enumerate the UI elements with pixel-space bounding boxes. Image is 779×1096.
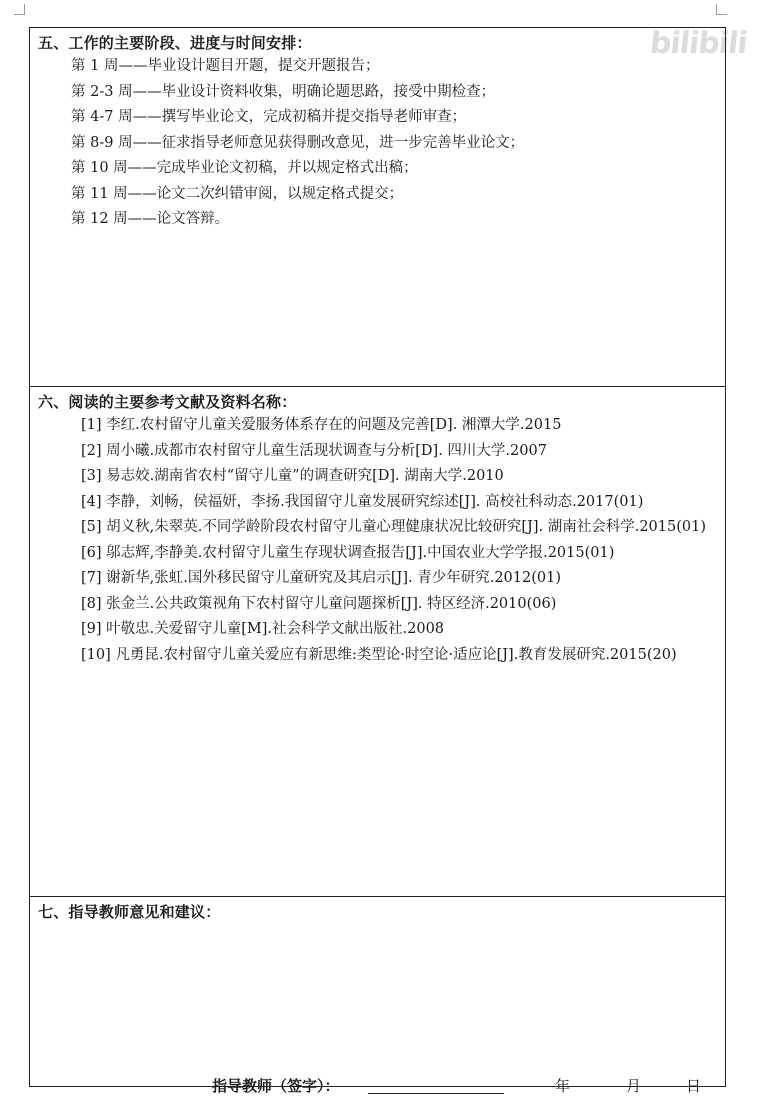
reference-item: [1] 李红.农村留守儿童关爱服务体系存在的问题及完善[D]. 湘潭大学.2015 [81, 417, 562, 433]
section-references [30, 387, 725, 897]
reference-item: [2] 周小曦.成都市农村留守儿童生活现状调查与分析[D]. 四川大学.2007 [81, 442, 547, 459]
signature-field[interactable] [368, 1093, 504, 1094]
reference-item: [5] 胡义秋,朱翠英.不同学龄阶段农村留守儿童心理健康状况比较研究[J]. 湖南社会科学.2015(01) [81, 519, 706, 535]
reference-item: [6] 邬志辉,李静美.农村留守儿童生存现状调查报告[J].中国农业大学学报.2015(01) [81, 544, 615, 561]
page-top-margin [0, 0, 779, 22]
section-advisor-opinion [30, 897, 725, 1095]
reference-item: [9] 叶敬忠.关爱留守儿童[M].社会科学文献出版社.2008 [81, 621, 445, 637]
schedule-item: 第 1 周——毕业设计题目开题，提交开题报告； [71, 58, 380, 74]
reference-item: [10] 凡勇昆.农村留守儿童关爱应有新思维:类型论·时空论·适应论[J].教育发展研究.2015(20) [81, 646, 677, 663]
date-year-label: 年 [555, 1077, 571, 1095]
section-heading: 七、指导教师意见和建议： [38, 903, 221, 921]
crop-mark-top-right [716, 4, 727, 15]
reference-item: [4] 李静，刘畅，侯福妍，李扬.我国留守儿童发展研究综述[J]. 高校社科动态.2017(01) [81, 493, 644, 510]
crop-mark-top-left [14, 4, 25, 15]
form-table [29, 27, 726, 1095]
schedule-item: 第 8-9 周——征求指导老师意见获得删改意见，进一步完善毕业论文； [71, 134, 525, 151]
date-month-label: 月 [626, 1077, 642, 1095]
schedule-item: 第 4-7 周——撰写毕业论文，完成初稿并提交指导老师审查； [71, 109, 467, 125]
reference-item: [7] 谢新华,张虹.国外移民留守儿童研究及其启示[J]. 青少年研究.2012(01) [81, 570, 561, 586]
schedule-item: 第 11 周——论文二次纠错审阅，以规定格式提交； [71, 185, 404, 202]
signature-label: 指导教师（签字）： [212, 1077, 340, 1095]
schedule-list [30, 54, 725, 233]
section-heading: 五、工作的主要阶段、进度与时间安排： [38, 34, 312, 52]
date-day-label: 日 [686, 1077, 702, 1095]
reference-list [30, 413, 725, 668]
schedule-item: 第 2-3 周——毕业设计资料收集，明确论题思路，接受中期检查； [71, 83, 496, 100]
schedule-item: 第 12 周——论文答辩。 [71, 211, 230, 227]
section-heading: 六、阅读的主要参考文献及资料名称： [38, 393, 297, 411]
watermark-logo: bilibili [648, 26, 749, 61]
reference-item: [8] 张金兰.公共政策视角下农村留守儿童问题探析[J]. 特区经济.2010(06) [81, 595, 557, 612]
reference-item: [3] 易志姣.湖南省农村“留守儿童”的调查研究[D]. 湖南大学.2010 [81, 468, 504, 484]
schedule-item: 第 10 周——完成毕业论文初稿，并以规定格式出稿； [71, 160, 418, 176]
section-schedule [30, 28, 725, 387]
